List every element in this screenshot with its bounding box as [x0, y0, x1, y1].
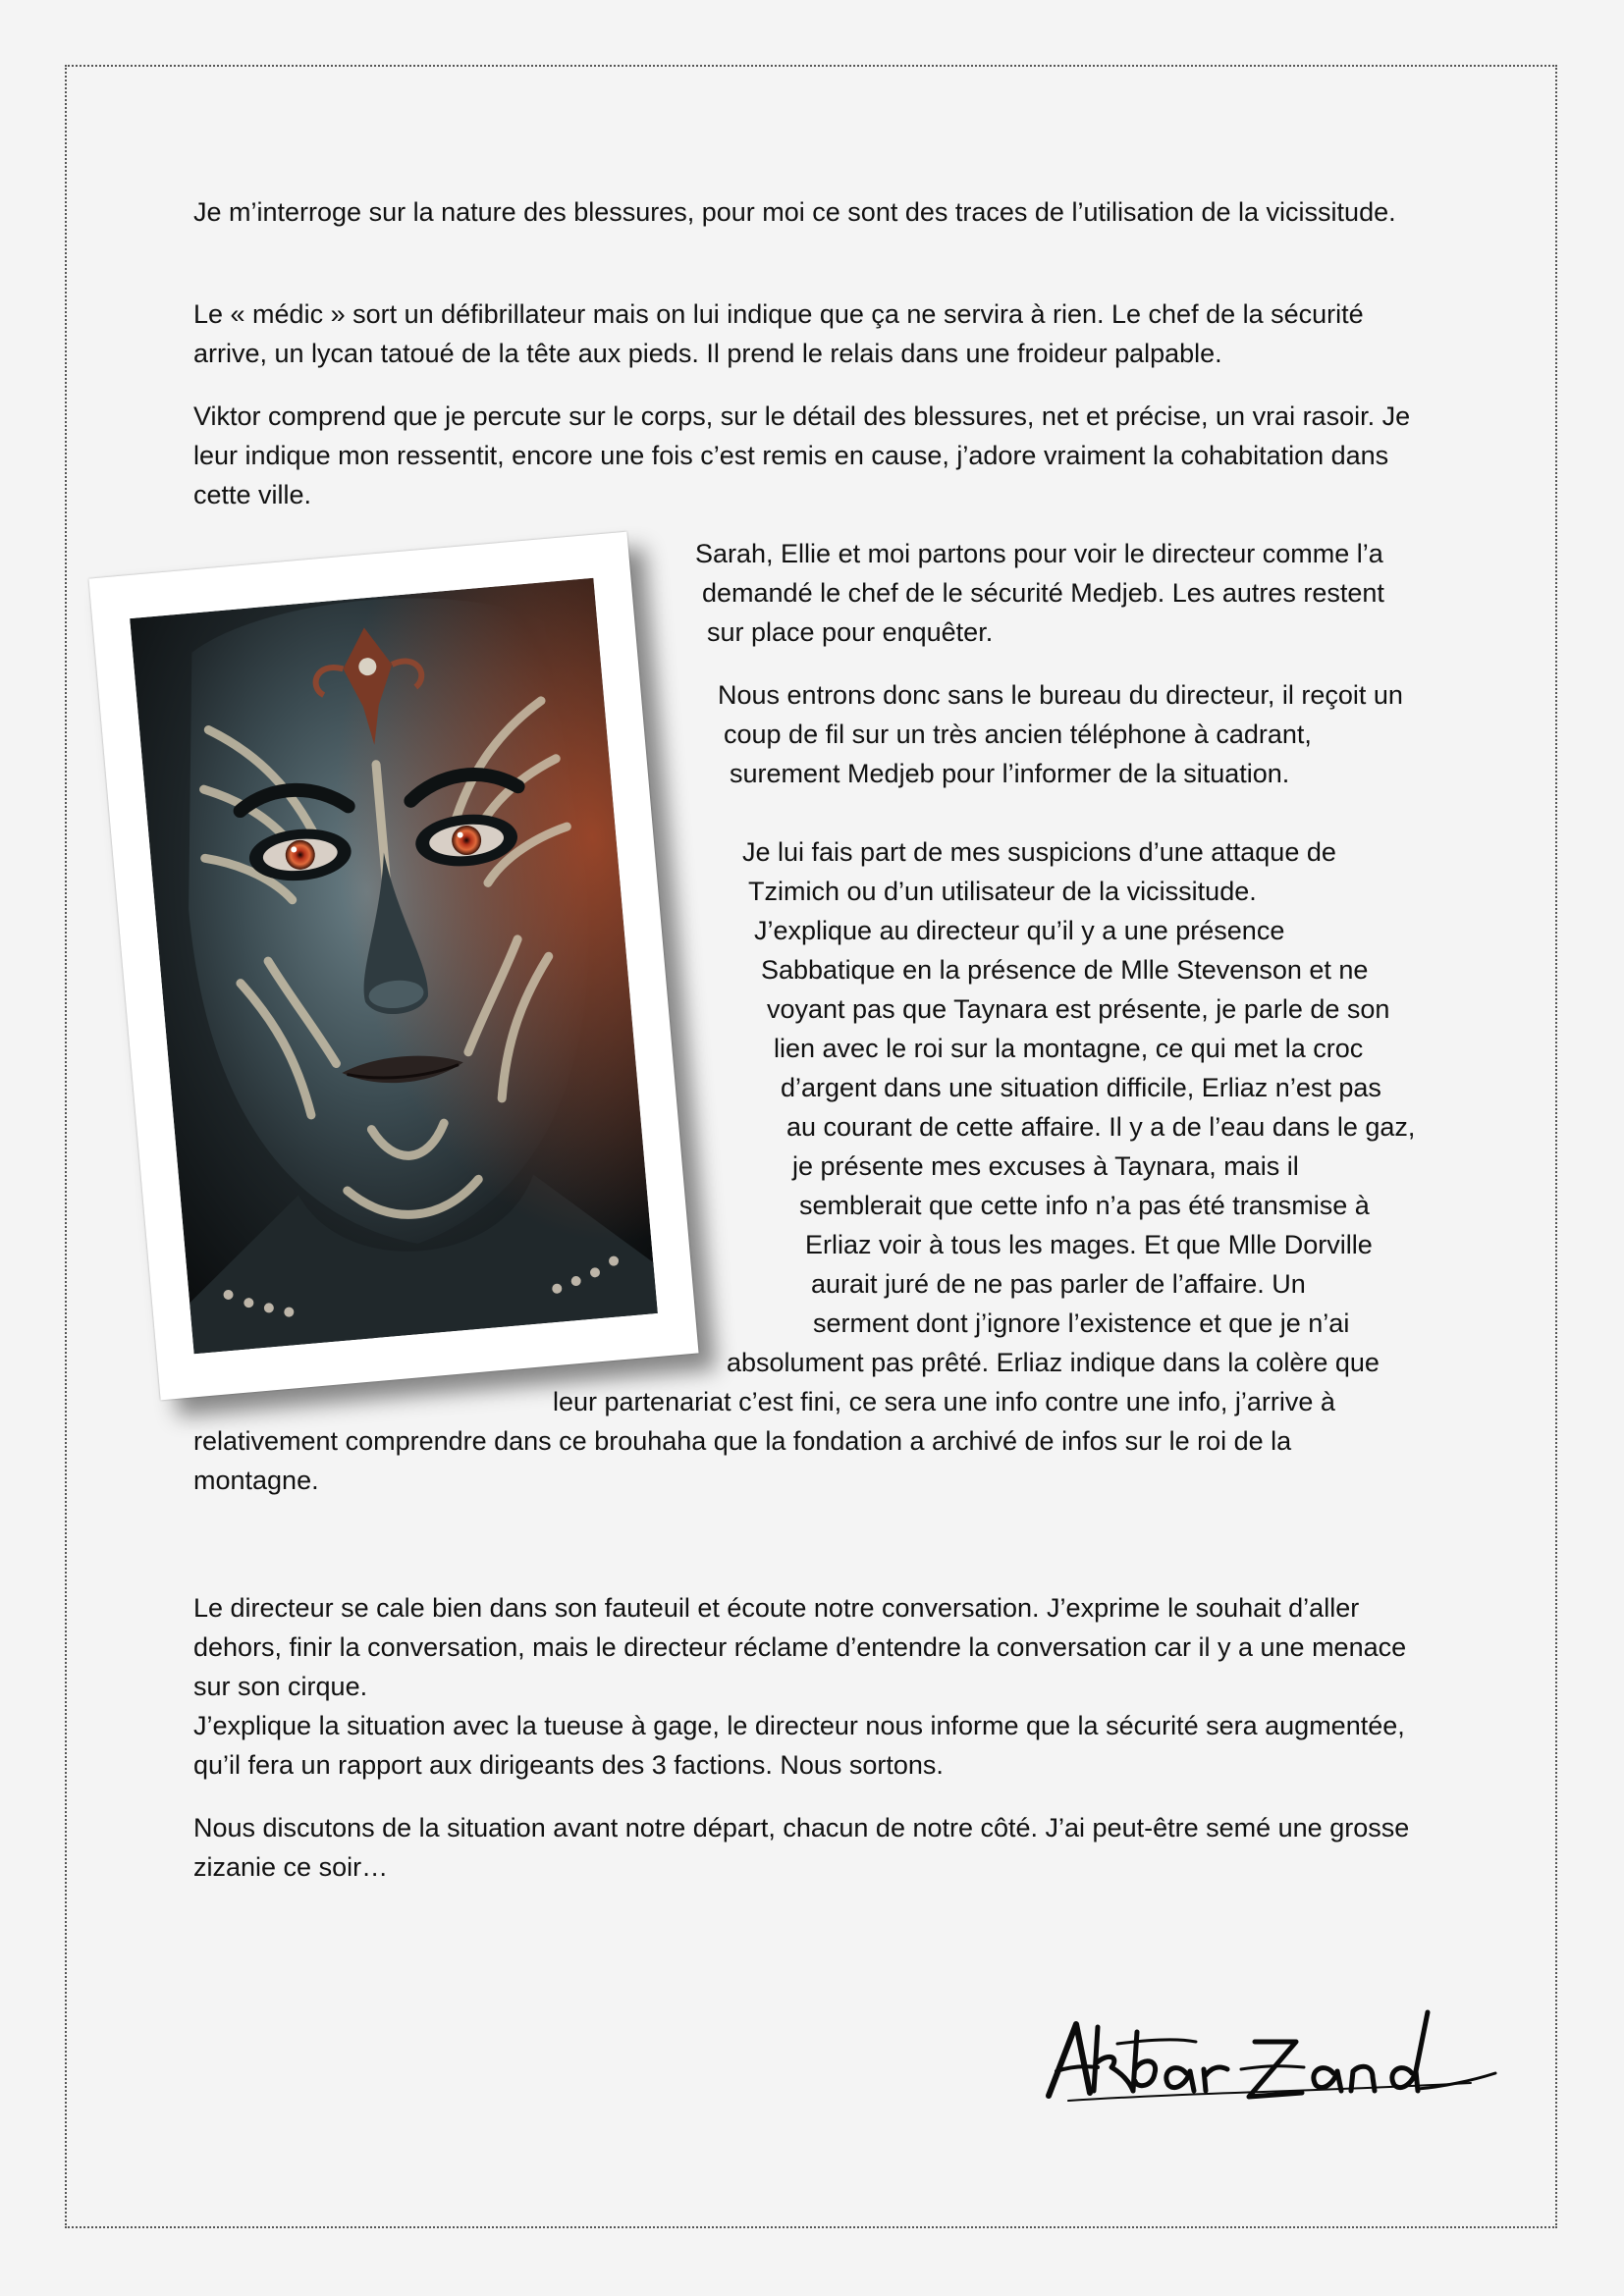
paragraph-viktor: Viktor comprend que je percute sur le corps, sur le détail des blessures, net et précise, un vrai rasoir. Je leur indique mon ressentit, encore une fois c’est remis en cause, j’adore vraiment la cohabitation dans cette ville. — [193, 401, 1411, 509]
text-line: serment dont j’ignore l’existence et que je n’ai — [813, 1308, 1350, 1338]
text-line: surement Medjeb pour l’informer de la situation. — [730, 759, 1290, 788]
text-line: montagne. — [193, 1466, 319, 1495]
text-line: Erliaz voir à tous les mages. Et que Mlle Dorville — [805, 1230, 1373, 1259]
text-line: d’argent dans une situation difficile, Erliaz n’est pas — [781, 1073, 1381, 1102]
paragraph-depart: Nous discutons de la situation avant notre départ, chacun de notre côté. J’ai peut-être semé une grosse zizanie ce soir… — [193, 1813, 1410, 1882]
text-line: Sarah, Ellie et moi partons pour voir le directeur comme l’a — [695, 539, 1383, 568]
paragraph-situation: J’explique la situation avec la tueuse à gage, le directeur nous informe que la sécurité sera augmentée, qu’il fera un rapport aux dirigeants des 3 factions. Nous sortons. — [193, 1711, 1405, 1780]
text-line: demandé le chef de le sécurité Medjeb. Les autres restent — [702, 578, 1384, 608]
text-line: lien avec le roi sur la montagne, ce qui met la croc — [774, 1034, 1364, 1063]
portrait-photo — [88, 532, 698, 1401]
text-line: aurait juré de ne pas parler de l’affaire. Un — [811, 1269, 1306, 1299]
paragraph-directeur: Le directeur se cale bien dans son fauteuil et écoute notre conversation. J’exprime le souhait d’aller dehors, finir la conversation, mais le directeur réclame d’entendre la conversation car il y a une menace sur son cirque. — [193, 1593, 1407, 1701]
text-line: coup de fil sur un très ancien téléphone à cadrant, — [724, 720, 1312, 749]
text-line: leur partenariat c’est fini, ce sera une info contre une info, j’arrive à — [553, 1387, 1335, 1416]
text-line: sur place pour enquêter. — [707, 617, 994, 647]
text-line: J’explique au directeur qu’il y a une présence — [754, 916, 1285, 945]
text-line: absolument pas prêté. Erliaz indique dans la colère que — [727, 1348, 1380, 1377]
text-line: au courant de cette affaire. Il y a de l’eau dans le gaz, — [786, 1112, 1416, 1142]
text-line: semblerait que cette info n’a pas été transmise à — [799, 1191, 1370, 1220]
text-line: voyant pas que Taynara est présente, je parle de son — [767, 994, 1390, 1024]
tattooed-face-illustration — [130, 578, 658, 1354]
text-line: je présente mes excuses à Taynara, mais il — [792, 1151, 1299, 1181]
text-line: Je lui fais part de mes suspicions d’une attaque de — [742, 837, 1336, 867]
paragraph-medic: Le « médic » sort un défibrillateur mais on lui indique que ça ne servira à rien. Le chef de la sécurité arrive, un lycan tatoué de la tête aux pieds. Il prend le relais dans une froideur palpable. — [193, 299, 1364, 368]
text-line: Nous entrons donc sans le bureau du directeur, il reçoit un — [718, 680, 1403, 710]
text-line: Tzimich ou d’un utilisateur de la vicissitude. — [748, 877, 1257, 906]
signature-akbar-zand — [1039, 2002, 1500, 2110]
text-line: Sabbatique en la présence de Mlle Stevenson et ne — [761, 955, 1369, 985]
paragraph-blessures: Je m’interroge sur la nature des blessures, pour moi ce sont des traces de l’utilisation de la vicissitude. — [193, 197, 1396, 227]
text-line: relativement comprendre dans ce brouhaha que la fondation a archivé de infos sur le roi de la — [193, 1426, 1292, 1456]
